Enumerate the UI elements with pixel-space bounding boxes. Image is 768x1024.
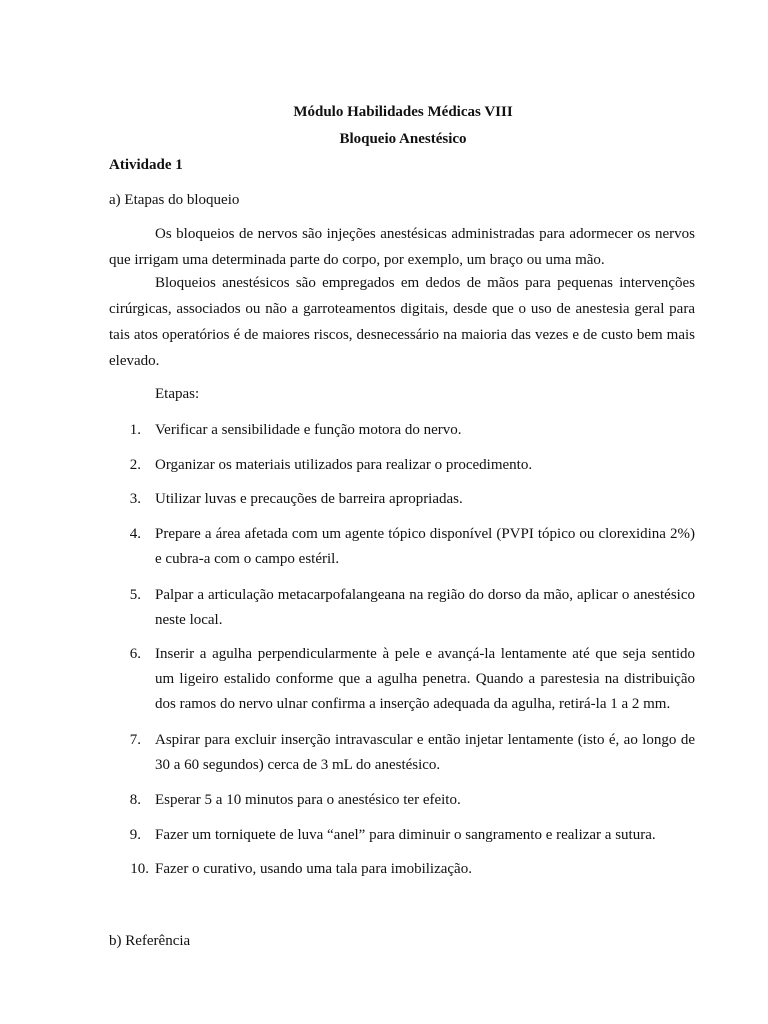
step-number: 8. (129, 792, 141, 808)
document-subtitle: Bloqueio Anestésico (339, 131, 467, 147)
step-text: Prepare a área afetada com um agente tópico disponível (PVPI tópico ou clorexidina 2%) e cubra-a com o campo estéril. (155, 526, 695, 567)
section-a-heading: a) Etapas do bloqueio (109, 192, 240, 208)
list-item (109, 487, 695, 512)
step-text: Verificar a sensibilidade e função motora do nervo. (155, 422, 462, 438)
step-number: 4. (129, 526, 141, 542)
list-item (109, 522, 695, 572)
list-item (109, 453, 695, 478)
steps-label: Etapas: (155, 386, 200, 402)
list-item (109, 788, 695, 813)
paragraph: Bloqueios anestésicos são empregados em dedos de mãos para pequenas intervenções cirúrgicas, associados ou não a garroteamentos digitais, desde que o uso de anestesia geral para tais atos operatórios é de maiores riscos, desnecessário na maioria das vezes e de custo bem mais elevado. (109, 275, 695, 369)
step-text: Organizar os materiais utilizados para realizar o procedimento. (155, 457, 533, 473)
list-item (109, 728, 695, 778)
step-text: Aspirar para excluir inserção intravascular e então injetar lentamente (isto é, ao longo de 30 a 60 segundos) cerca de 3 mL do anestésico. (155, 732, 695, 773)
list-item (109, 642, 695, 717)
document-title: Módulo Habilidades Médicas VIII (293, 104, 513, 120)
step-number: 9. (129, 827, 141, 843)
step-number: 1. (129, 422, 141, 438)
step-number: 3. (129, 491, 141, 507)
section-b-heading: b) Referência (109, 933, 191, 949)
list-item (109, 823, 695, 848)
step-text: Esperar 5 a 10 minutos para o anestésico ter efeito. (155, 792, 461, 808)
paragraph: Os bloqueios de nervos são injeções anestésicas administradas para adormecer os nervos que irrigam uma determinada parte do corpo, por exemplo, um braço ou uma mão. (109, 226, 695, 268)
list-item (109, 857, 695, 882)
step-number: 6. (129, 646, 141, 662)
step-text: Utilizar luvas e precauções de barreira apropriadas. (155, 491, 463, 507)
step-number: 5. (129, 587, 141, 603)
step-number: 7. (129, 732, 141, 748)
step-text: Inserir a agulha perpendicularmente à pele e avançá-la lentamente até que seja sentido um ligeiro estalido conforme que a agulha penetra. Quando a parestesia na distribuição dos ramos do nervo ulnar confirma a inserção adequada da agulha, retirá-la 1 a 2 mm. (155, 646, 695, 712)
step-text: Fazer um torniquete de luva “anel” para diminuir o sangramento e realizar a sutura. (155, 827, 656, 843)
step-text: Palpar a articulação metacarpofalangeana na região do dorso da mão, aplicar o anestésico neste local. (155, 587, 695, 628)
step-text: Fazer o curativo, usando uma tala para imobilização. (155, 861, 472, 877)
activity-heading: Atividade 1 (109, 157, 183, 173)
step-number: 2. (129, 457, 141, 473)
step-number: 10. (130, 861, 149, 877)
list-item (109, 418, 695, 443)
list-item (109, 583, 695, 633)
